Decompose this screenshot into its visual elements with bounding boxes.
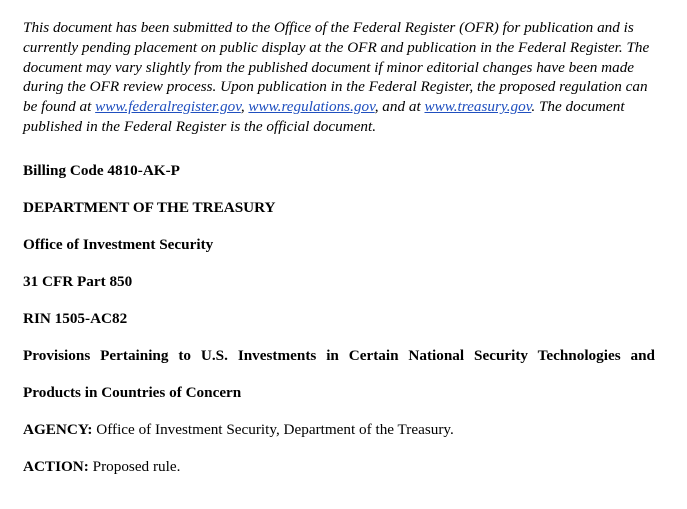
agency-field xyxy=(23,420,655,439)
agency-value: Office of Investment Security, Department of the Treasury. xyxy=(92,420,454,438)
rin-number: RIN 1505-AC82 xyxy=(23,309,128,327)
action-label: ACTION: xyxy=(23,457,89,475)
cfr-part: 31 CFR Part 850 xyxy=(23,272,133,290)
treasury-link[interactable]: www.treasury.gov xyxy=(424,98,532,116)
regulations-link[interactable]: www.regulations.gov xyxy=(248,98,375,116)
agency-label: AGENCY: xyxy=(23,420,93,438)
document-page xyxy=(23,18,655,476)
department-heading: DEPARTMENT OF THE TREASURY xyxy=(23,198,276,216)
notice-sep-2: , and at xyxy=(374,98,425,116)
ofr-notice xyxy=(23,18,655,137)
federalregister-link[interactable]: www.federalregister.gov xyxy=(95,98,241,116)
notice-text-2: . The document published in the Federal Register is the official document. xyxy=(23,98,625,135)
action-field xyxy=(23,457,655,476)
office-heading: Office of Investment Security xyxy=(23,235,214,253)
notice-sep-1: , xyxy=(240,98,249,116)
notice-text-1: This document has been submitted to the Office of the Federal Register (OFR) for publication and is currently pending placement on public display at the OFR and publication in the Federal Register. The document may vary slightly from the published document if minor editorial changes have been made during the OFR review process. Upon publication in the Federal Register, the proposed regulation can be found at xyxy=(23,19,650,116)
rule-title-line-1: Provisions Pertaining to U.S. Investments in Certain National Security Technologies and xyxy=(23,346,655,364)
rule-title-line-2: Products in Countries of Concern xyxy=(23,383,242,401)
billing-code: Billing Code 4810-AK-P xyxy=(23,161,180,179)
action-value: Proposed rule. xyxy=(88,457,181,475)
